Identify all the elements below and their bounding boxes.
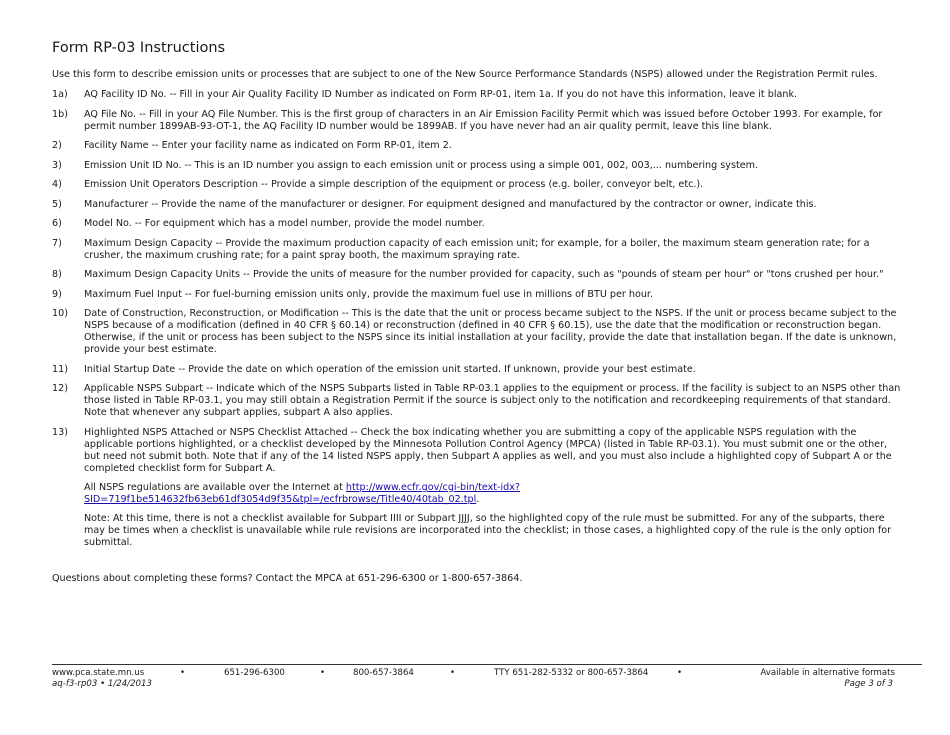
list-item xyxy=(52,179,902,191)
item-text: Highlighted NSPS Attached or NSPS Checklist Attached -- Check the box indicating whether you are submitting a copy of the applicable NSPS regulation with the applicable portions highlighted, or a checklist developed by the Minnesota Pollution Control Agency (MPCA) (listed in Table RP-03.1). You must submit one or the other, but need not submit both. Note that if any of the 14 listed NSPS apply, then Subpart A applies as well, and you must also include a highlighted copy of Subpart A or the completed checklist form for Subpart A. xyxy=(84,426,892,474)
list-item xyxy=(52,383,902,419)
list-item xyxy=(52,218,902,230)
item-number: 13) xyxy=(52,426,68,438)
questions-contact: Questions about completing these forms? Contact the MPCA at 651-296-6300 or 1-800-657-3864. xyxy=(52,573,523,584)
footer-bullet: • xyxy=(180,668,186,678)
item-number: 11) xyxy=(52,363,68,375)
item-number: 1a) xyxy=(52,89,68,100)
footer-bullet: • xyxy=(320,668,326,678)
item-text: AQ File No. -- Fill in your AQ File Number. This is the first group of characters in an Air Emission Facility Permit which was issued before October 1993. For example, for permit number 1899AB-93-OT-1, the AQ Facility ID number would be 1899AB. If you have never had an air quality permit, leave this line blank. xyxy=(84,108,883,132)
list-item xyxy=(52,289,902,301)
item-number: 10) xyxy=(52,308,68,319)
item-text: Emission Unit ID No. -- This is an ID number you assign to each emission unit or process using a simple 001, 002, 003,... numbering system. xyxy=(84,159,759,171)
list-item xyxy=(52,140,902,152)
internet-note xyxy=(84,482,902,506)
footer-website: www.pca.state.mn.us xyxy=(52,668,145,678)
item-number: 1b) xyxy=(52,108,68,120)
list-item xyxy=(52,364,902,376)
instruction-list xyxy=(52,89,902,555)
item-number: 6) xyxy=(52,218,62,229)
footer-page-number: Page 3 of 3 xyxy=(844,679,893,689)
footer-alt-formats: Available in alternative formats xyxy=(760,668,895,678)
item-text: Date of Construction, Reconstruction, or Modification -- This is the date that the unit or process became subject to the NSPS. If the unit or process became subject to the NSPS because of a modification (defined in 40 CFR § 60.14) or reconstruction (defined in 40 CFR § 60.15), use the date that the modification or reconstruction began. Otherwise, if the unit or process has been subject to the NSPS since its initial installation at your facility, provide the date that installation began. If the date is unknown, provide your best estimate. xyxy=(84,308,897,355)
item-number: 12) xyxy=(52,383,68,394)
item-text: Model No. -- For equipment which has a model number, provide the model number. xyxy=(84,218,485,229)
item-number: 4) xyxy=(52,179,62,190)
list-item xyxy=(52,89,902,101)
item-text: Initial Startup Date -- Provide the date on which operation of the emission unit started. If unknown, provide your best estimate. xyxy=(84,363,696,375)
intro-paragraph: Use this form to describe emission units or processes that are subject to one of the New Source Performance Standards (NSPS) allowed under the Registration Permit rules. xyxy=(52,69,878,80)
list-item xyxy=(52,109,902,133)
footer-divider xyxy=(52,664,922,665)
item-number: 2) xyxy=(52,140,62,151)
internet-note-prefix: All NSPS regulations are available over the Internet at xyxy=(84,482,346,493)
list-item xyxy=(52,269,902,281)
footer-bullet: • xyxy=(677,668,683,678)
list-item xyxy=(52,160,902,172)
list-item xyxy=(52,238,902,262)
checklist-note: Note: At this time, there is not a checklist available for Subpart IIII or Subpart JJJJ, so the highlighted copy of the rule must be submitted. For any of the subparts, there may be times when a checklist is unavailable while rule revisions are incorporated into the checklist; in those cases, a highlighted copy of the rule is the only option for submittal. xyxy=(84,512,892,548)
item-text: Maximum Design Capacity Units -- Provide the units of measure for the number provided for capacity, such as "pounds of steam per hour" or "tons crushed per hour." xyxy=(84,269,884,280)
item-text: Maximum Design Capacity -- Provide the maximum production capacity of each emission unit; for example, for a boiler, the maximum steam generation rate; for a crusher, the maximum crushing rate; for a paint spray booth, the maximum spraying rate. xyxy=(84,237,870,261)
footer-phone-tollfree: 800-657-3864 xyxy=(353,668,414,678)
item-text: Maximum Fuel Input -- For fuel-burning emission units only, provide the maximum fuel use in millions of BTU per hour. xyxy=(84,288,654,300)
footer-form-id: aq-f3-rp03 • 1/24/2013 xyxy=(52,679,152,689)
list-item xyxy=(52,427,902,475)
item-number: 7) xyxy=(52,237,62,249)
footer-phone-local: 651-296-6300 xyxy=(224,668,285,678)
item-text: Emission Unit Operators Description -- Provide a simple description of the equipment or process (e.g. boiler, conveyor belt, etc.). xyxy=(84,179,704,190)
item-text: Manufacturer -- Provide the name of the manufacturer or designer. For equipment designed and manufactured by the contractor or owner, indicate this. xyxy=(84,198,817,210)
item-text: AQ Facility ID No. -- Fill in your Air Quality Facility ID Number as indicated on Form RP-01, item 1a. If you do not have this information, leave it blank. xyxy=(84,89,798,100)
page-title: Form RP-03 Instructions xyxy=(52,40,226,56)
footer-tty: TTY 651-282-5332 or 800-657-3864 xyxy=(494,668,649,678)
footer-bullet: • xyxy=(450,668,456,678)
item-text: Applicable NSPS Subpart -- Indicate which of the NSPS Subparts listed in Table RP-03.1 applies to the equipment or process. If the facility is subject to an NSPS other than those listed in Table RP-03.1, you may still obtain a Registration Permit if the source is subject only to the notification and recordkeeping requirements of that standard. Note that whenever any subpart applies, subpart A also applies. xyxy=(84,383,901,418)
ecfr-link[interactable]: http://www.ecfr.gov/cgi-bin/text-idx?SID=719f1be514632fb63eb61df3054d9f35&tpl=/ecfrbrowse/Title40/40tab_02.tpl xyxy=(84,482,521,505)
item-text: Facility Name -- Enter your facility name as indicated on Form RP-01, item 2. xyxy=(84,140,452,151)
list-item xyxy=(52,308,902,356)
item-number: 5) xyxy=(52,198,62,210)
item-number: 8) xyxy=(52,269,62,280)
item-number: 3) xyxy=(52,159,62,171)
internet-note-suffix: . xyxy=(476,494,480,505)
item-number: 9) xyxy=(52,288,62,300)
list-item xyxy=(52,199,902,211)
